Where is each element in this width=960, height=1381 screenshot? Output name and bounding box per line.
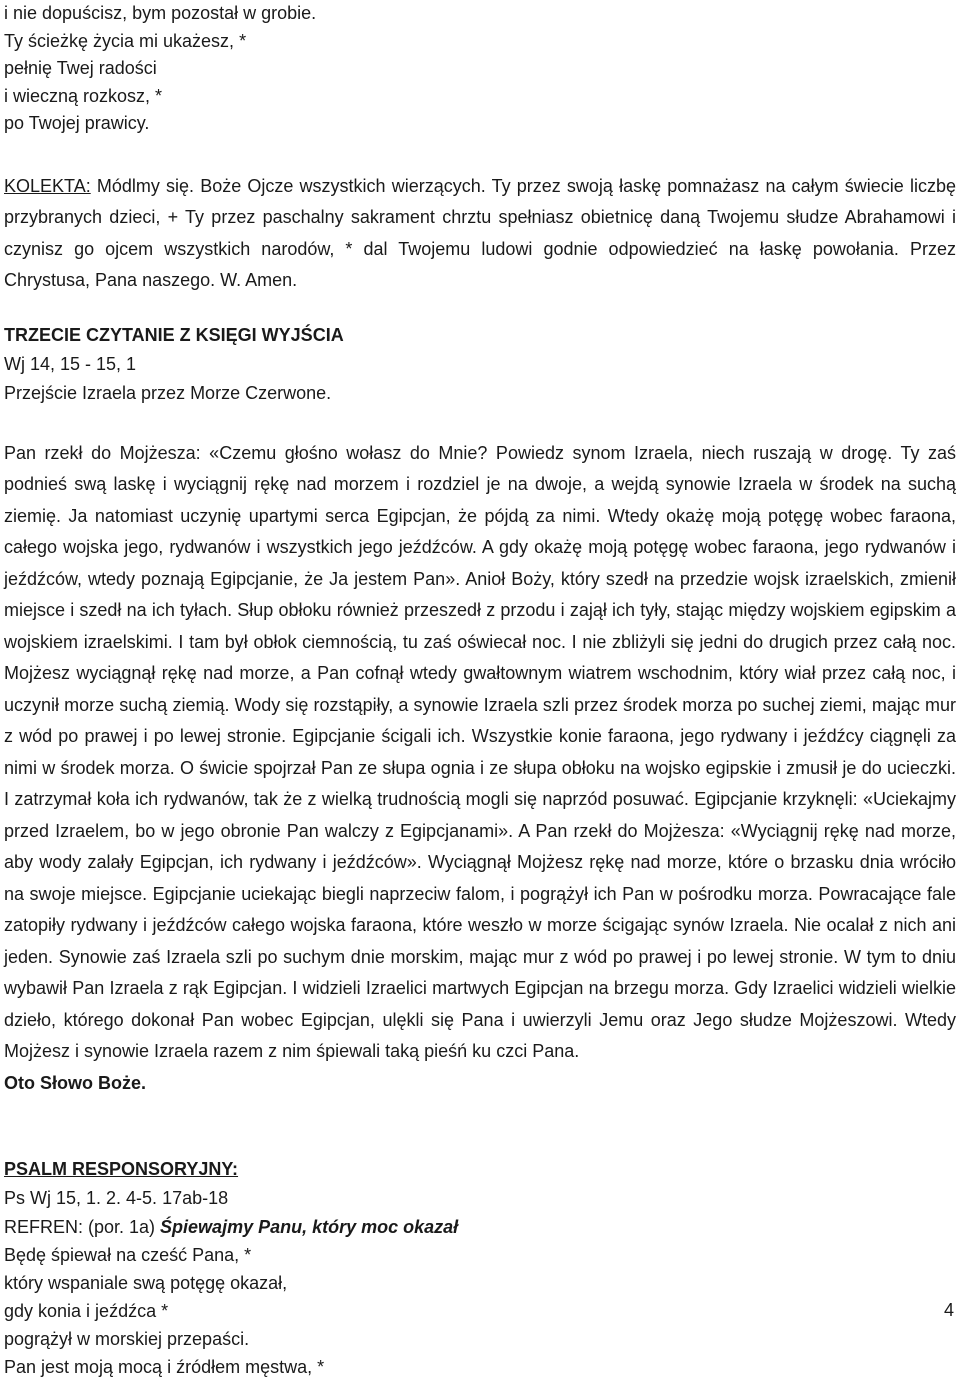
verse-block [4, 0, 956, 138]
verse-line: po Twojej prawicy. [4, 113, 150, 133]
psalm-line: pogrążył w morskiej przepaści. [4, 1328, 250, 1349]
reading-heading: TRZECIE CZYTANIE Z KSIĘGI WYJŚCIA [4, 324, 344, 345]
psalm-line: który wspaniale swą potęgę okazał, [4, 1272, 288, 1293]
verse-line: pełnię Twej radości [4, 58, 157, 78]
verse-line: i wieczną rozkosz, * [4, 85, 163, 106]
reading-body: Pan rzekł do Mojżesza: «Czemu głośno wołasz do Mnie? Powiedz synom Izraela, niech ruszają w drogę. Ty zaś podnieś swą laskę i wyciągnij rękę nad morzem i rozdziel je na dwoje, a wejdą synowie Izraela w środek na suchą ziemię. Ja natomiast uczynię upartymi serca Egipcjan, że pójdą za nimi. Wtedy okażę moją potęgę wobec faraona, całego wojska jego, rydwanów i wszystkich jego jeźdźców. A gdy okażę moją potęgę wobec faraona, jego rydwanów i jeźdźców, wtedy poznają Egipcjanie, że Ja jestem Pan». Anioł Boży, który szedł na przedzie wojsk izraelskich, zmienił miejsce i szedł na ich tyłach. Słup obłoku również przeszedł z przodu i zajął ich tyły, stając między wojskiem egipskim a wojskiem izraelskimi. I tam był obłok ciemnością, tu zaś oświecał noc. I nie zbliżyli się jedni do drugich przez całą noc. Mojżesz wyciągnął rękę nad morze, a Pan cofnął wtedy gwałtownym wiatrem wschodnim, który wiał przez całą noc, i uczynił morze suchą ziemią. Wody się rozstąpiły, a synowie Izraela szli przez środek morza po suchej ziemi, mając mur z wód po prawej i po lewej stronie. Egipcjanie ścigali ich. Wszystkie konie faraona, jego rydwany i jeźdźcy ciągnęli za nimi w środek morza. O świcie spojrzał Pan ze słupa ognia i ze słupa obłoku na wojsko egipskie i zmusił je do ucieczki. I zatrzymał koła ich rydwanów, tak że z wielką trudnością mogli się naprzód posuwać. Egipcjanie krzyknęli: «Uciekajmy przed Izraelem, bo w jego obronie Pan walczy z Egipcjanami». A Pan rzekł do Mojżesza: «Wyciągnij rękę nad morze, aby wody zalały Egipcjan, ich rydwany i jeźdźców». Wyciągnął Mojżesz rękę nad morze, które o brzasku dnia wróciło na swoje miejsce. Egipcjanie uciekając biegli naprzeciw falom, i pogrążył ich Pan w pośrodku morza. Powracające fale zatopiły rydwany i jeźdźców całego wojska faraona, które weszło w morze ścigając synów Izraela. Nie ocalał z nich ani jeden. Synowie zaś Izraela szli po suchym dnie morskim, mając mur z wód po prawej i po lewej stronie. W tym to dniu wybawił Pan Izraela z rąk Egipcjan. I widzieli Izraelici martwych Egipcjan na brzegu morza. Gdy Izraelici widzieli wielkie dzieło, którego dokonał Pan wobec Egipcjan, ulękli się Pana i uwierzyli Jemu oraz Jego słudze Mojżeszowi. Wtedy Mojżesz i synowie Izraela razem z nim śpiewali taką pieśń ku czci Pana. [4, 442, 956, 1061]
collect-paragraph [4, 171, 956, 297]
psalm-line: Będę śpiewał na cześć Pana, * [4, 1244, 252, 1265]
document-page [4, 0, 956, 1381]
reading-subtitle: Przejście Izraela przez Morze Czerwone. [4, 382, 332, 403]
page-number: 4 [943, 1300, 954, 1320]
reading-closing: Oto Słowo Boże. [4, 1072, 146, 1093]
reading-reference: Wj 14, 15 - 15, 1 [4, 353, 137, 374]
psalm-line: Pan jest moją mocą i źródłem męstwa, * [4, 1356, 325, 1377]
verse-line: Ty ścieżkę życia mi ukażesz, * [4, 30, 247, 51]
psalm-reference: Ps Wj 15, 1. 2. 4-5. 17ab-18 [4, 1187, 229, 1208]
collect-label: KOLEKTA: [4, 175, 91, 196]
psalm-heading: PSALM RESPONSORYJNY: [4, 1158, 239, 1179]
verse-line: i nie dopuścisz, bym pozostał w grobie. [4, 3, 317, 23]
psalm-refrain [4, 1213, 956, 1241]
psalm-line: gdy konia i jeźdźca * [4, 1300, 169, 1321]
collect-text: Módlmy się. Boże Ojcze wszystkich wierzących. Ty przez swoją łaskę pomnażasz na całym świecie liczbę przybranych dzieci, + Ty przez paschalny sakrament chrztu spełniasz obietnicę daną Twojemu słudze Abrahamowi i czynisz go ojcem wszystkich narodów, * dal Twojemu ludowi godnie odpowiedzieć na łaskę powołania. Przez Chrystusa, Pana naszego. W. Amen. [4, 175, 956, 290]
refrain-label: REFREN: (por. 1a) [4, 1216, 161, 1237]
refrain-text: Śpiewajmy Panu, który moc okazał [160, 1216, 459, 1237]
